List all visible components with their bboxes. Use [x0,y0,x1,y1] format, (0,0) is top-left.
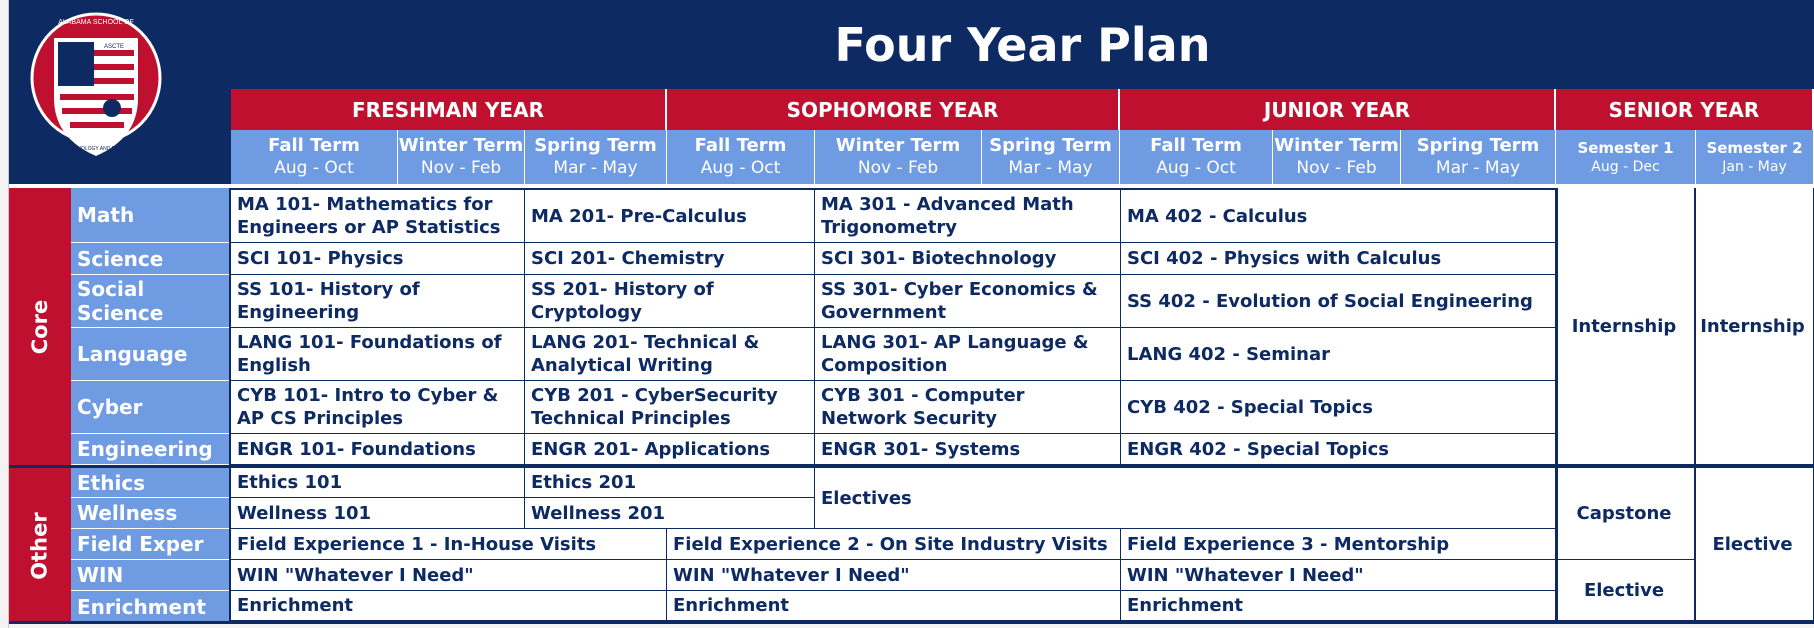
course-cell: LANG 402 - Seminar [1121,328,1556,381]
subject-label: Field Exper [71,529,231,560]
course-cell: Field Experience 2 - On Site Industry Visits [667,529,1121,560]
subject-label: Enrichment [71,591,231,623]
course-cell: SS 201- History of Cryptology [525,275,815,328]
course-cell: LANG 201- Technical & Analytical Writing [525,328,815,381]
logo-panel [9,0,231,184]
sheet-gutter [0,0,9,628]
term-header: Fall Term Aug - Oct [667,130,815,184]
course-cell: CYB 402 - Special Topics [1121,381,1556,434]
course-cell: Enrichment [667,591,1121,621]
sheet-bottom-strip [9,624,1814,628]
course-cell: LANG 301- AP Language & Composition [815,328,1121,381]
course-cell: Wellness 101 [231,498,525,529]
course-cell: Ethics 201 [525,468,815,498]
term-header: Spring Term Mar - May [982,130,1120,184]
term-header: Winter Term Nov - Feb [1273,130,1401,184]
subject-label: Language [71,328,231,381]
term-header: Winter Term Nov - Feb [398,130,525,184]
term-header: Spring Term Mar - May [1401,130,1556,184]
course-cell: MA 402 - Calculus [1121,190,1556,243]
subject-label: Engineering [71,434,231,465]
subject-label: WIN [71,560,231,591]
group-label-other: Other [9,468,71,623]
course-cell: Wellness 201 [525,498,815,529]
subject-label: Wellness [71,498,231,529]
term-header: Fall Term Aug - Oct [1120,130,1273,184]
course-cell: SS 101- History of Engineering [231,275,525,328]
course-cell: WIN "Whatever I Need" [667,560,1121,591]
logo-ring-text-bottom: CYBER TECHNOLOGY AND ENGINEERING [45,146,147,152]
course-cell: ENGR 301- Systems [815,434,1121,465]
subject-label: Math [71,188,231,243]
course-cell: Ethics 101 [231,468,525,498]
course-cell: Enrichment [231,591,667,621]
course-cell: SS 402 - Evolution of Social Engineering [1121,275,1556,328]
page-title: Four Year Plan [231,0,1814,89]
senior-capstone: Capstone [1556,468,1696,560]
course-cell: ENGR 101- Foundations [231,434,525,465]
term-header: Winter Term Nov - Feb [815,130,982,184]
course-cell: MA 101- Mathematics for Engineers or AP Statistics [231,190,525,243]
course-cell: ENGR 402 - Special Topics [1121,434,1556,465]
year-header-senior: SENIOR YEAR [1556,89,1814,130]
subject-label: Ethics [71,468,231,498]
course-cell: ENGR 201- Applications [525,434,815,465]
term-header: Semester 2 Jan - May [1696,130,1814,184]
term-header: Fall Term Aug - Oct [231,130,398,184]
year-header-sophomore: SOPHOMORE YEAR [667,89,1120,130]
logo-stars-field [58,42,94,86]
course-cell: SS 301- Cyber Economics & Government [815,275,1121,328]
senior-internship-s2: Internship [1696,188,1814,465]
course-cell: MA 201- Pre-Calculus [525,190,815,243]
course-cell: SCI 301- Biotechnology [815,243,1121,275]
course-cell: SCI 402 - Physics with Calculus [1121,243,1556,275]
group-label-core: Core [9,188,71,465]
term-header: Semester 1 Aug - Dec [1556,130,1696,184]
subject-label: Cyber [71,381,231,434]
logo-ring-text: ALABAMA SCHOOL OF [58,19,134,26]
senior-elective-s1: Elective [1556,560,1696,621]
senior-elective-s2: Elective [1696,468,1814,621]
subject-label: Science [71,243,231,275]
course-cell: CYB 301 - Computer Network Security [815,381,1121,434]
year-header-junior: JUNIOR YEAR [1120,89,1556,130]
electives-cell: Electives [815,468,1556,529]
term-header: Spring Term Mar - May [525,130,667,184]
course-cell: WIN "Whatever I Need" [231,560,667,591]
course-cell: Enrichment [1121,591,1556,621]
course-cell: SCI 101- Physics [231,243,525,275]
course-cell: LANG 101- Foundations of English [231,328,525,381]
subject-label: Social Science [71,275,231,328]
course-cell: CYB 201 - CyberSecurity Technical Principles [525,381,815,434]
course-cell: Field Experience 1 - In-House Visits [231,529,667,560]
senior-internship-s1: Internship [1556,188,1696,465]
school-logo [26,8,166,168]
logo-gear-icon [103,99,121,117]
course-cell: WIN "Whatever I Need" [1121,560,1556,591]
course-cell: CYB 101- Intro to Cyber & AP CS Principles [231,381,525,434]
year-header-freshman: FRESHMAN YEAR [231,89,667,130]
course-cell: SCI 201- Chemistry [525,243,815,275]
logo-shield-text: ASCTE [103,44,125,50]
course-cell: MA 301 - Advanced Math Trigonometry [815,190,1121,243]
course-cell: Field Experience 3 - Mentorship [1121,529,1556,560]
